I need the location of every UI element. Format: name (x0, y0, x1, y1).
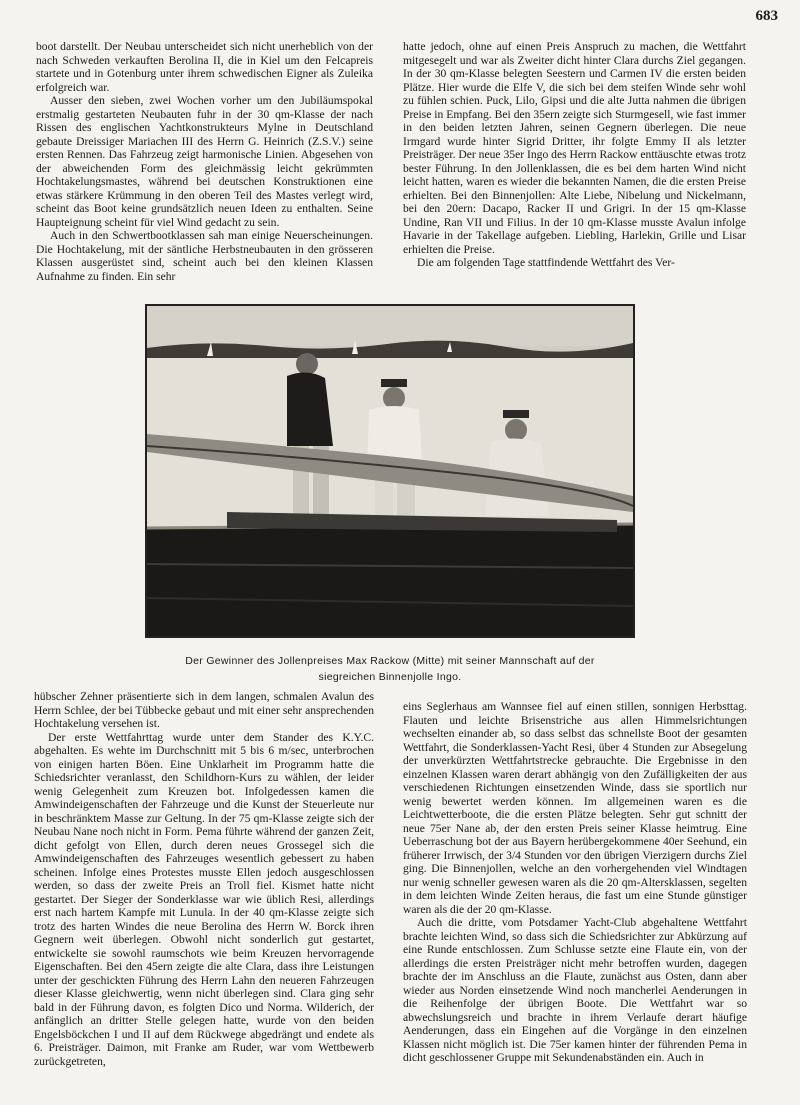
paragraph: hübscher Zehner präsentierte sich in dem langen, schmalen Avalun des Herrn Schlee, der bei Tübbecke gebaut und mit einer sehr ansprechenden Hochtakelung versehen ist. (34, 690, 374, 730)
paragraph: Auch in den Schwertbootklassen sah man einige Neuerscheinungen. Die Hochtakelung, mit der säntliche Herbstneubauten in den grösseren Klassen ausgerüstet sind, scheint auch bei den kleinen Klassen Aufnahme zu finden. Ein sehr (36, 229, 373, 283)
paragraph: hatte jedoch, ohne auf einen Preis Anspruch zu machen, die Wettfahrt mitgesegelt und war als Zweiter dicht hinter Clara durchs Ziel gegangen. In der 30 qm-Klasse belegten Seestern und Carmen IV die ersten beiden Plätze. Hier wurde die Elfe V, die sich bei dem steifen Winde sehr wohl zu fühlen schien. Puck, Lilo, Gipsi und die alte Jutta nahmen die übrigen Preise in Empfang. Bei den 35ern zeigte sich Sturmgesell, wie fast immer in den beiden letzten Jahren, seinen Gegnern überlegen. Die neue Irmgard wurde hinter Sigrid Dritter, ihr folgte Emmy II als letzter Preisträger. Der neue 35er Ingo des Herrn Rackow enttäuschte etwas trotz bester Führung. In den Jollenklassen, die es bei dem harten Wind nicht leicht hatten, waren es wieder die bekannten Namen, die die ersten Preise erhielten. Bei den Binnenjollen: Alte Liebe, Nibelung und Nickelmann, bei den 20ern: Dacapo, Racker II und Grigri. In der 15 qm-Klasse Undine, Ran VII und Filius. In der 10 qm-Klasse musste Avalun infolge Havarie in der Takellage aufgeben. Liebling, Harlekin, Grille und Lisar erhielten die Preise. (403, 40, 746, 256)
paragraph: Die am folgenden Tage stattfindende Wettfahrt des Ver- (417, 256, 675, 269)
page-number: 683 (755, 8, 778, 24)
article-column-bottom-right (403, 700, 747, 1065)
caption-line: siegreichen Binnenjolle Ingo. (318, 671, 462, 683)
sailing-dinghy-photo (145, 304, 635, 638)
paragraph: boot darstellt. Der Neubau unterscheidet sich nicht unerheblich von der nach Schweden verkauften Berolina II, die in Kiel um den Felcapreis startete und in Gotenburg unter ihrem schwedischen Eigner als Zuleika erfolgreich war. (36, 40, 373, 94)
photo-caption (160, 653, 620, 685)
article-column-bottom-left (34, 690, 374, 1068)
paragraph: eins Seglerhaus am Wannsee fiel auf einen stillen, sonnigen Herbsttag. Flauten und leichte Brisenstriche aus allen Himmelsrichtungen wechselten einander ab, so dass selbst das schnellste Boot der gesamten Wettfahrt, die Sonderklassen-Yacht Resi, über 4 Stunden zur Absegelung der unverkürzten Wettfahrtstrecke gebrauchte. Die Ergebnisse in den einzelnen Klassen waren derart abhängig von den Zufälligkeiten der aus verschiedenen Richtungen einsetzenden Winde, dass sie sportlich nur wenig bewertet werden können. Im allgemeinen waren es die Leichtwetterboote, die die ersten Plätze belegten. Sehr gut schnitt der neue 75er Nane ab, der den ersten Preis seiner Klasse heimtrug. Eine Ueberraschung bot der aus Bayern herübergekommene 40er Seehund, ein früherer Irrwisch, der 3/4 Stunden vor den übrigen Vierzigern durchs Ziel ging. Die Binnenjollen, welche an den vorhergehenden viel Windtagen nur wenig schneller gewesen waren als die 20 qm-Altersklassen, segelten in dem leichten Winde Zeiten heraus, die fast um eine Stunde günstiger waren als die der 20 qm-Klasse. (403, 700, 747, 916)
paragraph: Ausser den sieben, zwei Wochen vorher um den Jubiläumspokal erstmalig gestarteten Neubauten fuhr in der 30 qm-Klasse der nach Rissen des englischen Yachtkonstrukteurs Mylne in Deutschland gebaute Dreissiger Mariachen III des Herrn G. Heinrich (Z.S.V.) seine ersten Rennen. Das Fahrzeug zeigt harmonische Linien. Abgesehen von der abweichenden Form des gleichmässig leicht gekrümmten Hochtakelungsmastes, während bei deutschen Konstruktionen eine etwas stärkere Krümmung in den oberen Teil des Mastes verlegt wird, scheint das Boot keine grundsätzlich neuen Ideen zu enthalten. Seine Haupteignung scheint für viel Wind gedacht zu sein. (36, 94, 373, 229)
caption-line: Der Gewinner des Jollenpreises Max Rackow (Mitte) mit seiner Mannschaft auf der (185, 655, 595, 667)
paragraph: Der erste Wettfahrttag wurde unter dem Stander des K.Y.C. abgehalten. Es wehte im Durchschnitt mit 5 bis 6 m/sec, unterbrochen von einigen harten Böen. Eine Unklarheit im Programm hatte die Schiedsrichter veranlasst, den Schildhorn-Kurs zu wählen, der leider wenig Gelegenheit zum Kreuzen bot. Infolgedessen kamen die Amwindeigenschaften der Fahrzeuge und die Kunst der Steuerleute nur in beschränktem Masse zur Geltung. In der 75 qm-Klasse zeigte sich der Neubau Nane noch nicht in Form. Pema führte während der ganzen Zeit, dicht gefolgt von Ellen, durch deren neues Grossegel sich die Amwindeigenschaften des Fahrzeuges wesentlich gebessert zu haben scheinen. Infolge eines Protestes musste Ellen jedoch ausgeschlossen werden, so dass der zweite Preis an Troll fiel. Kismet hatte nicht gestartet. Der Sieger der Sonderklasse war wie üblich Resi, allerdings erst nach hartem Kampfe mit Lunula. In der 40 qm-Klasse zeigte sich trotz des harten Windes die neue Berolina des Herrn W. Borck ihren Gegnern weit überlegen. Obwohl nicht sonderlich gut gestartet, entwickelte sie sowohl raumschots wie beim Kreuzen hervorragende Eigenschaften. Bei den 45ern zeigte die alte Clara, dass ihre Leistungen unter der geschickten Führung des Herrn Lahn den neueren Fahrzeugen dieser Klasse gleichwertig, wenn nicht überlegen sind. Clara ging sehr bald in der Führung davon, es folgten Dico und Norma. Wilderich, der anfänglich an dritter Stelle gelegen hatte, wurde von den beiden Engelsböckchen I und II auf dem Rückwege abgedrängt und endete als 6. Preisträger. Daimon, mit Franke am Ruder, war vom Wettbewerb zurückgetreten, (34, 730, 374, 1068)
article-column-top-left (36, 40, 373, 283)
paragraph: Auch die dritte, vom Potsdamer Yacht-Club abgehaltene Wettfahrt brachte leichten Wind, so dass sich die Schiedsrichter zur Abkürzung auf eine Runde entschlossen. Zum Schlusse setzte eine Flaute ein, von der allerdings die ersten Preisträger nicht mehr betroffen wurden, dagegen brachte der im Anschluss an die Flaute, zunächst aus Osten, dann aber wieder aus Norden einsetzende Wind noch mancherlei Aenderungen in die Reihenfolge der übrigen Boote. Die Wettfahrt war so abwechslungsreich und brachte in ihrem Verlaufe derart häufige Aenderungen, dass ein Eingehen auf die Vorgänge in den einzelnen Klassen nicht möglich ist. Die 75er kamen hinter der führenden Pema in dicht geschlossener Gruppe mit Sekundenabständen ein. Auch in (403, 916, 747, 1064)
article-column-top-right (403, 40, 746, 270)
